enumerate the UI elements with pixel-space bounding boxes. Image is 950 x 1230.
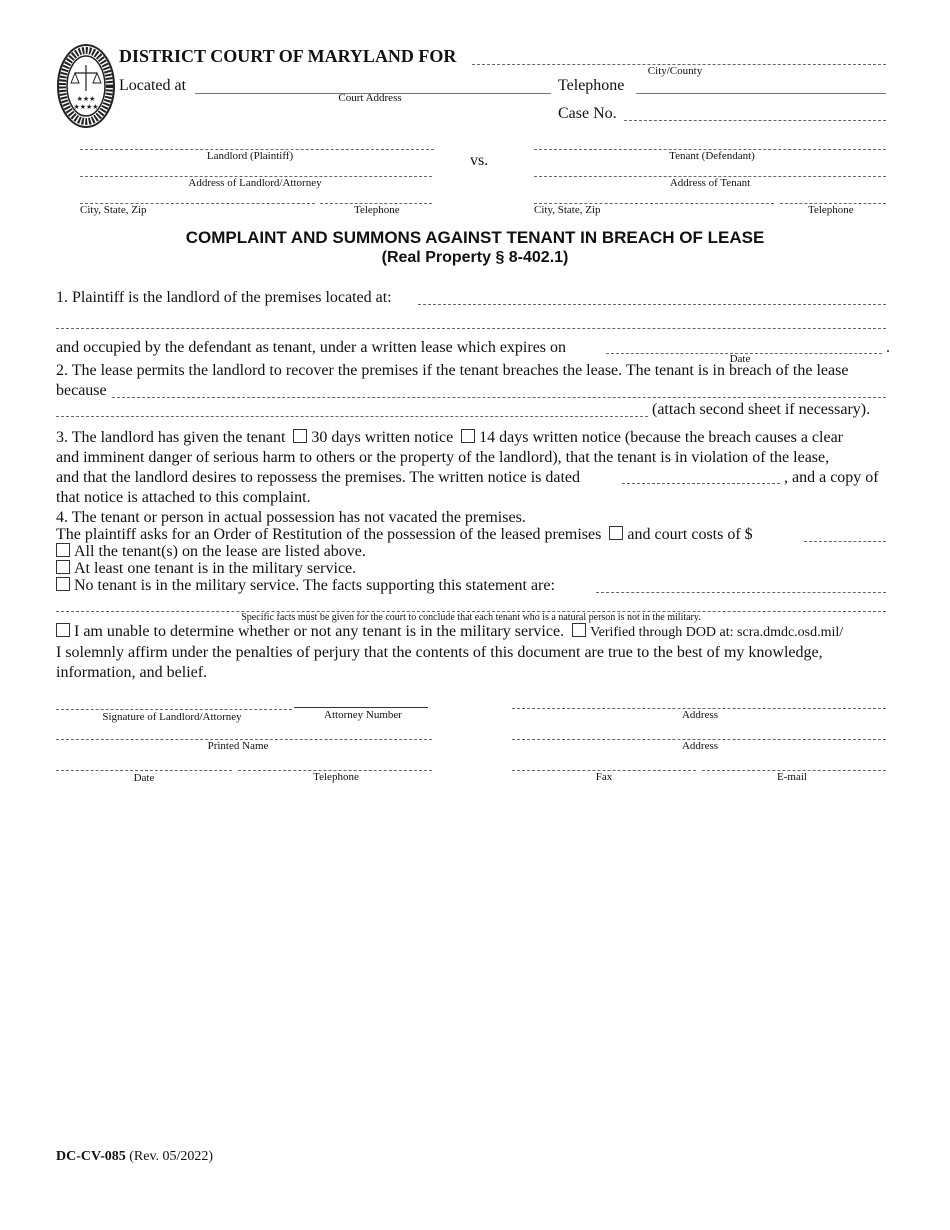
tenant-address-caption: Address of Tenant xyxy=(669,177,751,189)
attorney-address-line2-input[interactable] xyxy=(514,721,888,739)
paragraph-1-continued: and occupied by the defendant as tenant, under a written lease which expires on xyxy=(56,339,567,356)
premises-address-line2-input[interactable] xyxy=(58,310,888,328)
attorney-address-input[interactable] xyxy=(514,690,888,708)
fax-caption: Fax xyxy=(595,771,613,783)
court-address-caption: Court Address xyxy=(338,92,402,104)
tenant-in-military-checkbox[interactable] xyxy=(56,560,70,574)
landlord-city-state-zip-input[interactable] xyxy=(82,185,317,203)
city-county-caption: City/County xyxy=(647,65,703,77)
court-telephone-input[interactable] xyxy=(638,75,888,93)
30-day-notice-checkbox[interactable] xyxy=(293,429,307,443)
unable-to-determine-label: I am unable to determine whether or not any tenant is in the military service. xyxy=(74,623,565,640)
city-county-input[interactable] xyxy=(474,46,888,64)
landlord-name-input[interactable] xyxy=(82,131,436,149)
attorney-number-input[interactable] xyxy=(296,689,430,707)
landlord-caption: Landlord (Plaintiff) xyxy=(206,150,294,162)
30-day-notice-label: 30 days written notice xyxy=(311,429,454,446)
court-costs-checkbox[interactable] xyxy=(609,526,623,540)
tenant-caption: Tenant (Defendant) xyxy=(669,150,755,162)
form-revision: (Rev. 05/2022) xyxy=(129,1149,214,1164)
landlord-phone-caption: Telephone xyxy=(354,204,400,216)
signature-caption: Signature of Landlord/Attorney xyxy=(102,711,242,723)
court-title: DISTRICT COURT OF MARYLAND FOR xyxy=(119,46,457,66)
dod-verified-checkbox[interactable] xyxy=(572,623,586,637)
restitution-request: The plaintiff asks for an Order of Restitution of the possession of the leased premises xyxy=(56,526,602,543)
attorney-telephone-input[interactable] xyxy=(240,752,434,770)
court-costs-label: and court costs of $ xyxy=(627,526,753,543)
tenant-address-input[interactable] xyxy=(536,158,888,176)
paragraph-1-end: . xyxy=(886,339,890,356)
paragraph-3-line3: and that the landlord desires to repossess the premises. The written notice is dated xyxy=(56,469,581,486)
landlord-address-caption: Address of Landlord/Attorney xyxy=(188,177,322,189)
telephone-label: Telephone xyxy=(558,77,625,94)
located-at-label: Located at xyxy=(119,77,187,94)
form-number: DC-CV-085 xyxy=(56,1149,126,1164)
tenant-city-caption: City, State, Zip xyxy=(534,204,601,216)
date-sig-caption: Date xyxy=(133,772,155,784)
14-day-notice-label: 14 days written notice (because the breach causes a clear xyxy=(479,429,843,446)
no-tenant-military-checkbox[interactable] xyxy=(56,577,70,591)
case-number-input[interactable] xyxy=(626,102,888,120)
unable-to-determine-checkbox[interactable] xyxy=(56,623,70,637)
case-no-label: Case No. xyxy=(558,105,617,122)
paragraph-3-intro: 3. The landlord has given the tenant xyxy=(56,429,286,446)
affirmation-line1: I solemnly affirm under the penalties of perjury that the contents of this document are true to the best of my knowledge, xyxy=(56,644,823,661)
affirmation-line2: information, and belief. xyxy=(56,664,208,681)
paragraph-3-line2: and imminent danger of serious harm to others or the property of the landlord), that the tenant is in violation of the lease, xyxy=(56,449,830,466)
signature-input[interactable] xyxy=(58,691,294,709)
printed-name-caption: Printed Name xyxy=(207,740,269,752)
court-costs-amount-input[interactable] xyxy=(806,523,888,541)
tenant-name-input[interactable] xyxy=(536,131,888,149)
notice-date-input[interactable] xyxy=(624,465,782,483)
printed-name-input[interactable] xyxy=(58,721,434,739)
landlord-telephone-input[interactable] xyxy=(322,185,434,203)
paragraph-3-copy-of: , and a copy of xyxy=(784,469,879,486)
paragraph-2: 2. The lease permits the landlord to recover the premises if the tenant breaches the lease. The tenant is in breach of the lease xyxy=(56,362,849,379)
form-subtitle: (Real Property § 8-402.1) xyxy=(381,249,569,266)
tenant-city-state-zip-input[interactable] xyxy=(536,185,776,203)
email-input[interactable] xyxy=(704,752,888,770)
paragraph-3-line4: that notice is attached to this complaint. xyxy=(56,489,311,506)
svg-text:★★★: ★★★ xyxy=(76,95,96,103)
paragraph-4: 4. The tenant or person in actual possession has not vacated the premises. xyxy=(56,509,526,526)
paragraph-2-because: because xyxy=(56,382,107,399)
military-facts-caption: Specific facts must be given for the court to conclude that each tenant who is a natural person is not in the military. xyxy=(241,612,701,623)
tenant-in-military-label: At least one tenant is in the military service. xyxy=(74,560,357,577)
telephone-sig-caption: Telephone xyxy=(313,771,359,783)
all-tenants-listed-label: All the tenant(s) on the lease are listed above. xyxy=(74,543,366,560)
military-facts-input[interactable] xyxy=(598,574,888,592)
no-tenant-military-label: No tenant is in the military service. The facts supporting this statement are: xyxy=(74,577,555,594)
form-footer xyxy=(56,1149,213,1165)
vs-label: vs. xyxy=(470,152,489,169)
14-day-notice-checkbox[interactable] xyxy=(461,429,475,443)
dod-verified-label: Verified through DOD at: scra.dmdc.osd.mil/ xyxy=(590,625,844,640)
all-tenants-listed-checkbox[interactable] xyxy=(56,543,70,557)
premises-address-input[interactable] xyxy=(420,286,888,304)
paragraph-1: 1. Plaintiff is the landlord of the premises located at: xyxy=(56,289,392,306)
maryland-court-seal-icon xyxy=(57,43,115,129)
court-address-input[interactable] xyxy=(197,75,551,93)
email-caption: E-mail xyxy=(777,771,807,783)
address2-caption: Address xyxy=(681,740,719,752)
svg-text:★★★★: ★★★★ xyxy=(73,103,99,111)
breach-reason-input[interactable] xyxy=(114,379,888,397)
landlord-city-caption: City, State, Zip xyxy=(80,204,147,216)
attorney-number-caption: Attorney Number xyxy=(324,709,402,721)
date-input[interactable] xyxy=(58,752,234,770)
breach-reason-line2-input[interactable] xyxy=(58,398,650,416)
tenant-phone-caption: Telephone xyxy=(808,204,854,216)
date-caption: Date xyxy=(729,353,751,365)
fax-input[interactable] xyxy=(514,752,698,770)
landlord-address-input[interactable] xyxy=(82,158,434,176)
tenant-telephone-input[interactable] xyxy=(782,185,888,203)
address1-caption: Address xyxy=(681,709,719,721)
lease-expiration-date-input[interactable] xyxy=(608,335,884,353)
form-title: COMPLAINT AND SUMMONS AGAINST TENANT IN BREACH OF LEASE xyxy=(185,228,765,247)
military-facts-line2-input[interactable] xyxy=(58,594,888,612)
attach-sheet-note: (attach second sheet if necessary). xyxy=(652,401,871,418)
